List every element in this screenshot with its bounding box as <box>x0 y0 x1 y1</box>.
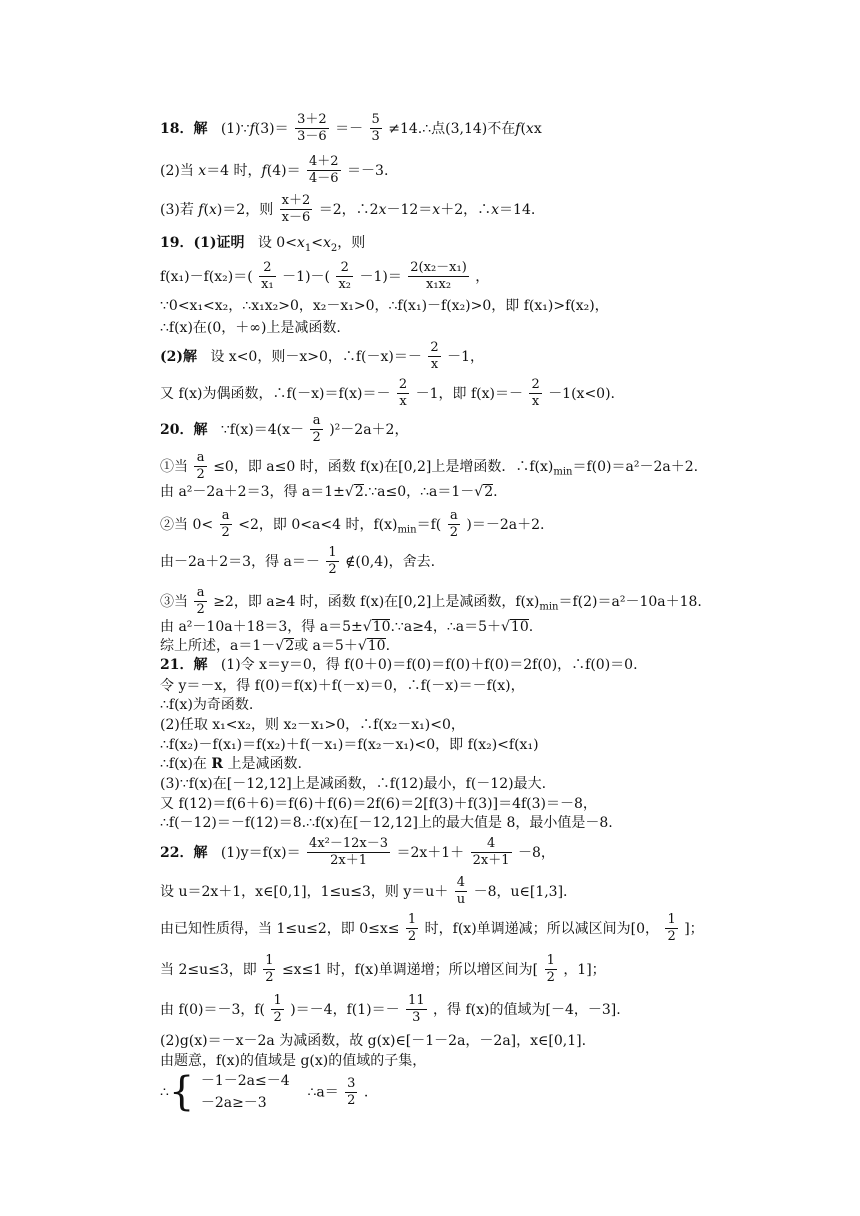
fraction: $\frac{2}{x}$ <box>398 377 408 410</box>
p20-line4: ②当 0< $\frac{a}{2}$ <2，即 0<a<4 时，$f(x)_{min}=f$( $\frac{a}{2}$ )＝－2a＋2. <box>160 508 545 541</box>
p20-line8: 综上所述，a＝1－√2或 a＝5＋√10. <box>160 638 391 654</box>
p21-line3: ∴f(x)为奇函数. <box>160 697 254 713</box>
fraction: $\frac{1}{2}$ <box>265 953 274 986</box>
fraction: $\frac{a}{2}$ <box>196 585 205 618</box>
p22-line7: 由题意，f(x)的值域是 g(x)的值域的子集， <box>160 1053 427 1069</box>
p19-line5: (2)解 设 x<0，则－x>0，∴f(－x)＝－ $\frac{2}{x}$ －1， <box>160 340 484 373</box>
fraction: $\frac{1}{2}$ <box>546 953 555 986</box>
fraction: $\frac{5}{3}$ <box>371 112 380 145</box>
fraction: $\frac{1}{2}$ <box>273 993 282 1026</box>
p21-heading: 21．解 <box>160 657 208 673</box>
fraction: $\frac{a}{2}$ <box>449 508 458 541</box>
p21-line2: 令 y＝－x，得 f(0)＝f(x)＋f(－x)＝0，∴f(－x)＝－f(x)， <box>160 678 525 694</box>
brace-symbol: { <box>168 1069 195 1116</box>
p19-line3: ∵0<x₁<x₂，∴x₁x₂>0，x₂－x₁>0，∴f(x₁)－f(x₂)>0，即 f(x₁)>f(x₂)， <box>160 298 609 314</box>
p20-line1: 20．解 ∵f(x)＝4(x－ $\frac{a}{2}$ )²－2a＋2， <box>160 413 409 446</box>
p18-line2: (2)当 x＝4 时，f(4)＝ $\frac{4+2}{4-6}$ ＝－3. <box>160 154 389 187</box>
p22-line1: 22．解 (1)y＝f(x)＝ $\frac{\text{4x²－12x－3}}{2x+1}$ ＝2x＋1＋ $\frac{4}{2x+1}$ －8， <box>160 836 555 869</box>
fraction: $\frac{a}{2}$ <box>196 450 205 483</box>
fraction: $\frac{a}{2}$ <box>312 413 321 446</box>
fraction: $\frac{2}{x}$ <box>430 340 439 373</box>
fraction: $\frac{3+2}{3-6}$ <box>297 112 327 145</box>
fraction: $\frac{2}{\text{x₁}}$ <box>261 260 274 293</box>
p20-line2: ①当 $\frac{a}{2}$ ≤0，即 a≤0 时，函数 f(x)在[0,2]上是增函数．$\therefore f(x)_{min}=f(0)=a^2-2a+2$. <box>160 450 699 483</box>
fraction: $\frac{\text{2(x₂－x₁)}}{\text{x₁x₂}}$ <box>410 260 467 293</box>
p21-line1: 21．解 (1)令 x＝y＝0，得 f(0＋0)＝f(0)＝f(0)＋f(0)＝2f(0)，∴f(0)＝0. <box>160 657 638 673</box>
p22-line4: 当 2≤u≤3，即 $\frac{1}{2}$ ≤x≤1 时，f(x)单调递增；所以增区间为[ $\frac{1}{2}$ ，1]； <box>160 953 606 986</box>
fraction: $\frac{x+2}{x-6}$ <box>281 193 311 226</box>
inequality-system: －1－2a≤－4 －2a≥－3 <box>200 1073 290 1112</box>
p21-line9: ∴f(－12)＝－f(12)＝8.∴f(x)在[－12,12]上的最大值是 8，最小值是－8. <box>160 815 613 831</box>
p18-line3: (3)若 f(x)＝2，则 $\frac{x+2}{x-6}$ ＝2，∴2x－12＝x＋2，∴x＝14. <box>160 193 536 226</box>
p21-line8: 又 f(12)＝f(6＋6)＝f(6)＋f(6)＝2f(6)＝2[f(3)＋f(3)]＝4f(3)＝－8， <box>160 796 597 812</box>
p20-line3: 由 a²－2a＋2＝3，得 a＝1±√2.∵a≤0，∴a＝1－√2. <box>160 484 498 500</box>
fraction: $\frac{1}{2}$ <box>328 545 337 578</box>
p19-line6: 又 f(x)为偶函数，∴f(－x)＝f(x)＝－ $\frac{2}{x}$ －1，即 f(x)＝－ $\frac{2}{x}$ －1(x<0). <box>160 377 616 410</box>
fraction: $\frac{\text{4x²－12x－3}}{2x+1}$ <box>309 836 389 869</box>
p21-line6: ∴f(x)在 R 上是减函数. <box>160 756 302 772</box>
fraction: $\frac{a}{2}$ <box>221 508 230 541</box>
p22-line3: 由已知性质得，当 1≤u≤2，即 0≤x≤ $\frac{1}{2}$ 时，f(x)单调递减；所以减区间为[0， $\frac{1}{2}$ ]； <box>160 912 704 945</box>
p22-line8: ∴{ －1－2a≤－4 －2a≥－3 ∴a＝ $\frac{3}{2}$ . <box>160 1069 369 1116</box>
p19-heading: 19．(1)证明 <box>160 235 245 251</box>
p19-line4: ∴f(x)在(0，＋∞)上是减函数. <box>160 320 341 336</box>
p20-line5: 由－2a＋2＝3，得 a＝－ $\frac{1}{2}$ ∉(0,4)，舍去. <box>160 545 436 578</box>
p21-line7: (3)∵f(x)在[－12,12]上是减函数，∴f(12)最小，f(－12)最大. <box>160 776 547 792</box>
p18-line1: 18．解 (1)∵f(3)＝ $\frac{3+2}{3-6}$ ＝－ $\frac{5}{3}$ ≠14.∴点(3,14)不在f(xx <box>160 112 542 145</box>
p22-line6: (2)g(x)＝－x－2a 为减函数，故 g(x)∈[－1－2a，－2a]，x∈[0,1]. <box>160 1033 587 1049</box>
fraction: $\frac{11}{3}$ <box>408 993 425 1026</box>
p22-line2: 设 u＝2x＋1，x∈[0,1]，1≤u≤3，则 y＝u＋ $\frac{4}{u}$ －8，u∈[1,3]. <box>160 875 568 908</box>
p22-line5: 由 f(0)＝－3，f( $\frac{1}{2}$ )＝－4，f(1)＝－ $\frac{11}{3}$ ，得 f(x)的值域为[－4，－3]. <box>160 993 621 1026</box>
p20-line7: 由 a²－10a＋18＝3，得 a＝5±√10.∵a≥4，∴a＝5＋√10. <box>160 619 534 635</box>
fraction: $\frac{4}{2x+1}$ <box>472 836 510 869</box>
p20-heading: 20．解 <box>160 421 208 438</box>
p19-line1: 19．(1)证明 设 $0<x_1<x_2$，则 <box>160 235 366 254</box>
p20-line6: ③当 $\frac{a}{2}$ ≥2，即 a≥4 时，函数 f(x)在[0,2]上是减函数，$f(x)_{min}=f(2)=a^2-10a+18$. <box>160 585 702 618</box>
p21-line5: ∴f(x₂)－f(x₁)＝f(x₂)＋f(－x₁)＝f(x₂－x₁)<0，即 f(x₂)<f(x₁) <box>160 737 539 753</box>
fraction: $\frac{2}{x}$ <box>531 377 540 410</box>
p22-heading: 22．解 <box>160 844 208 861</box>
p21-line4: (2)任取 x₁<x₂，则 x₂－x₁>0，∴f(x₂－x₁)<0， <box>160 717 465 733</box>
fraction: $\frac{4+2}{4-6}$ <box>309 154 339 187</box>
fraction: $\frac{2}{\text{x₂}}$ <box>338 260 351 293</box>
fraction: $\frac{4}{u}$ <box>456 875 466 908</box>
p18-heading: 18．解 <box>160 120 208 137</box>
fraction: $\frac{3}{2}$ <box>347 1075 356 1108</box>
fraction: $\frac{1}{2}$ <box>667 912 676 945</box>
p19-line2: f(x₁)－f(x₂)＝( $\frac{2}{\text{x₁}}$ －1)－( $\frac{2}{\text{x₂}}$ －1)＝ $\frac{\text{2(x₂－x₁)}}{\text{x₁x₂}}$ ， <box>160 260 490 293</box>
fraction: $\frac{1}{2}$ <box>407 912 417 945</box>
